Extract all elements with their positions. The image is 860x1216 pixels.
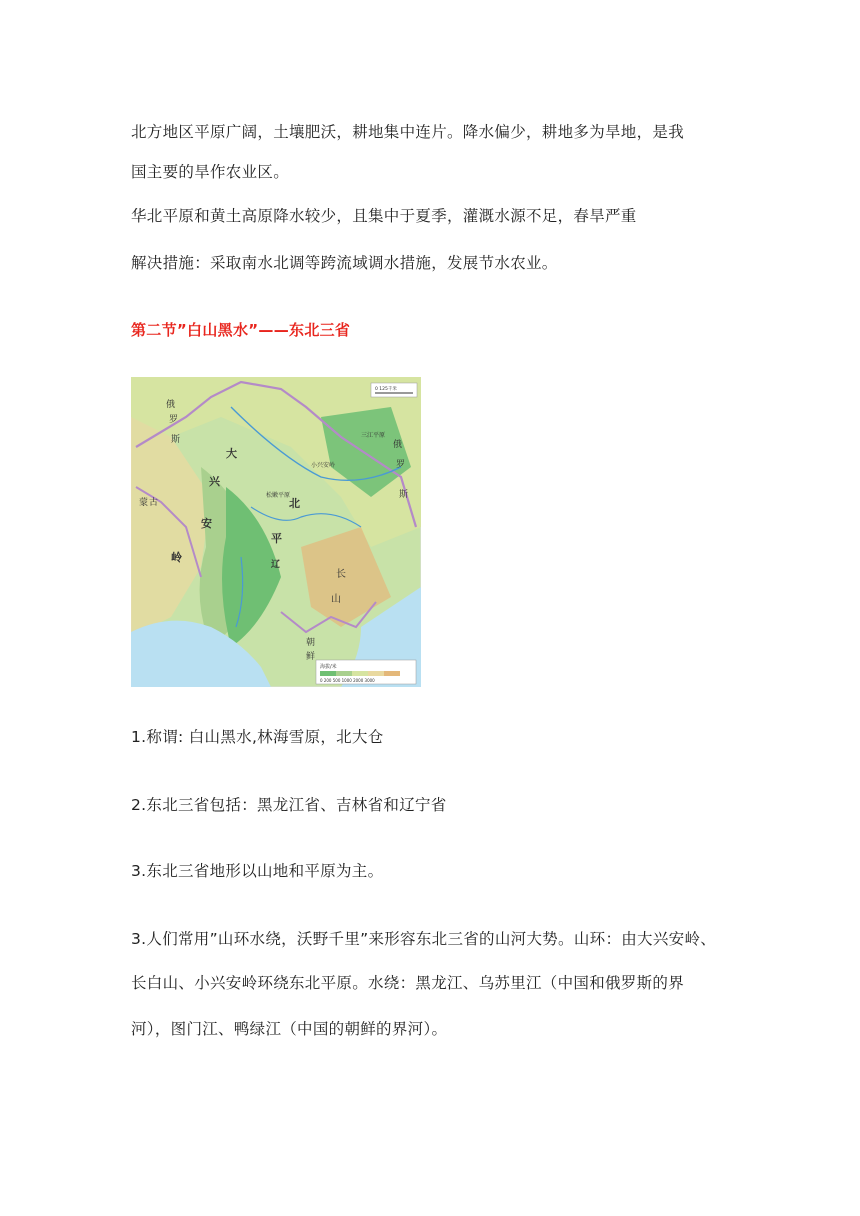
paragraph-text: 解决措施：采取南水北调等跨流域调水措施，发展节水农业。	[131, 254, 558, 272]
map-label: 辽	[271, 560, 281, 570]
map-label: 三江平原	[361, 432, 386, 439]
paragraph-text: 华北平原和黄土高原降水较少，且集中于夏季，灌溉水源不足，春旱严重	[131, 207, 637, 225]
list-item: 3.人们常用”山环水绕，沃野千里”来形容东北三省的山河大势。山环：由大兴安岭、	[131, 930, 717, 948]
list-item: 2.东北三省包括：黑龙江省、吉林省和辽宁省	[131, 796, 447, 814]
map-label: 岭	[171, 551, 182, 564]
map-label: 罗	[396, 460, 406, 470]
map-label: 古	[149, 498, 159, 508]
map-graphic	[131, 377, 421, 687]
map-label: 兴	[209, 475, 220, 488]
legend-swatch	[352, 671, 368, 676]
legend-swatch	[320, 671, 336, 676]
map-label: 安	[201, 517, 212, 530]
map-label: 朝	[306, 638, 316, 648]
scale-label: 0 125千米	[375, 387, 397, 392]
map-label: 鲜	[306, 652, 316, 662]
legend-title: 海拔/米	[320, 664, 337, 670]
list-item: 长白山、小兴安岭环绕东北平原。水绕：黑龙江、乌苏里江（中国和俄罗斯的界	[131, 974, 685, 992]
map-label: 北	[289, 497, 300, 510]
map-label: 俄	[393, 440, 403, 450]
legend-swatch	[336, 671, 352, 676]
map-label: 松嫩平原	[266, 492, 291, 499]
paragraph-text: 北方地区平原广阔，土壤肥沃，耕地集中连片。降水偏少，耕地多为旱地，是我	[131, 123, 685, 141]
legend-swatch	[368, 671, 384, 676]
paragraph-text: 国主要的旱作农业区。	[131, 163, 290, 181]
map-label: 平	[271, 532, 282, 545]
map-label: 长	[336, 569, 346, 580]
legend-swatch	[384, 671, 400, 676]
map-label: 俄	[166, 400, 176, 410]
list-item: 1.称谓: 白山黑水,林海雪原，北大仓	[131, 728, 384, 746]
map-label: 斯	[399, 490, 409, 500]
map-label: 山	[331, 594, 341, 605]
section-heading: 第二节”白山黑水”——东北三省	[131, 321, 351, 339]
list-item: 3.东北三省地形以山地和平原为主。	[131, 862, 384, 880]
map-label: 罗	[169, 415, 179, 425]
map-label: 大	[226, 447, 237, 460]
legend-ticks: 0 200 500 1000 2000 3000	[320, 678, 375, 683]
map-label: 蒙	[139, 498, 149, 508]
map-label: 小兴安岭	[311, 462, 336, 469]
northeast-china-map	[131, 377, 421, 687]
list-item: 河），图门江、鸭绿江（中国的朝鲜的界河）。	[131, 1020, 448, 1038]
map-label: 斯	[171, 435, 181, 445]
